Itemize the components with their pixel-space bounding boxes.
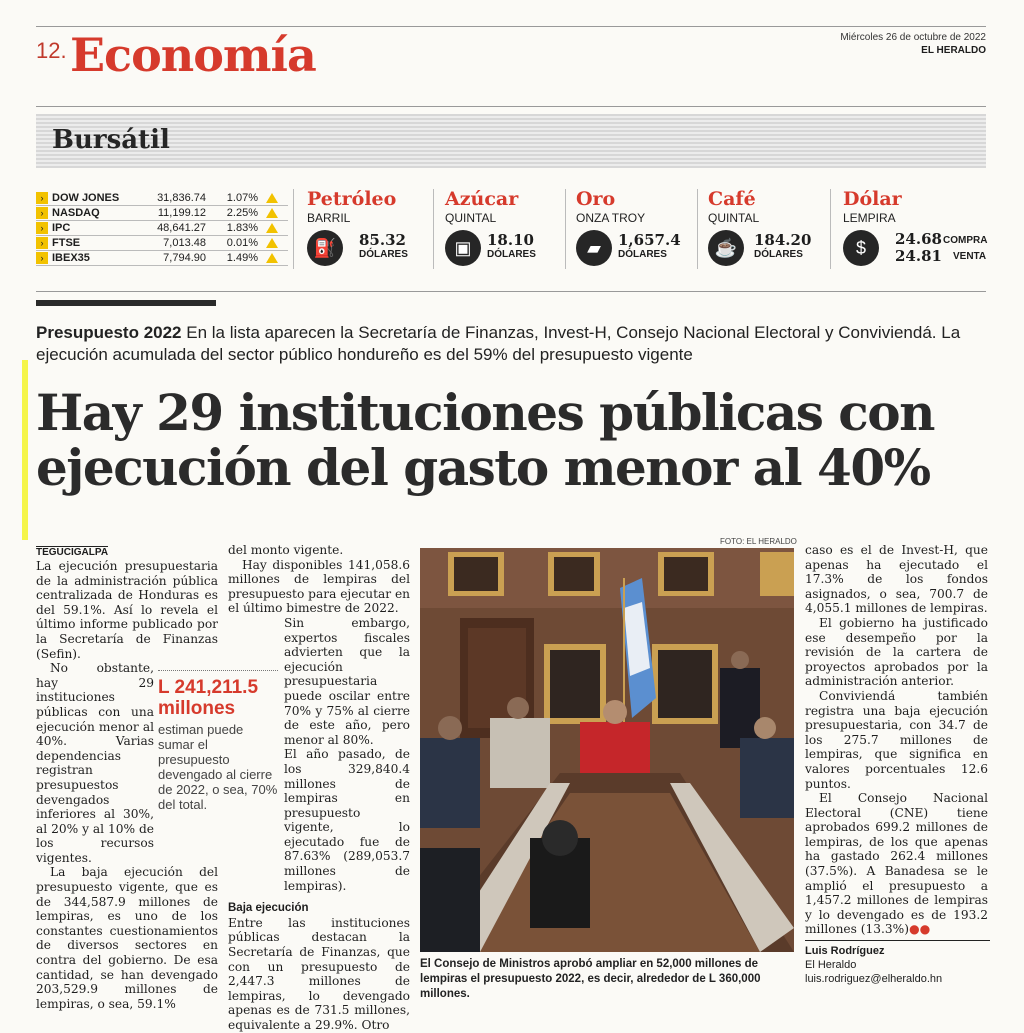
commodity-value: 85.32 bbox=[359, 231, 406, 249]
index-change: 2.25% bbox=[226, 207, 258, 219]
triangle-up-icon bbox=[266, 253, 278, 263]
chevron-right-icon: › bbox=[36, 207, 48, 219]
stock-indices-table bbox=[36, 191, 288, 266]
commodity-name: Azúcar bbox=[445, 188, 519, 210]
paragraph: Sin embargo, expertos fiscales advierten que la ejecución presupuestaria puede oscilar entre 70% y 75% al cierre de este año, pero menor al 80%. bbox=[284, 615, 410, 747]
sugar-bag-icon: ▣ bbox=[445, 230, 481, 266]
commodity-currency: DÓLARES bbox=[754, 249, 803, 260]
photo-credit: FOTO: EL HERALDO bbox=[720, 537, 797, 546]
paragraph: La baja ejecución del presupuesto vigente, que es de 344,587.9 millones de lempiras, es uno de los constantes cuestionamientos de diversos sectores en contra del gobierno. De esa cantidad, se han devengado 203,529.9 millones de lempiras, o sea, 59.1% bbox=[36, 865, 218, 1011]
paragraph: No obstante, hay 29 instituciones públicas con una ejecución menor al 40%. Varias dependencias registran presupuestos devengados inferiores al 30%, al 20% y al 10% de los recursos vigentes. bbox=[36, 661, 154, 865]
article-marker-bar bbox=[36, 300, 216, 306]
article-kicker bbox=[36, 322, 996, 366]
index-change: 1.83% bbox=[226, 222, 258, 234]
commodity-dolar bbox=[843, 188, 988, 278]
commodity-petroleo bbox=[307, 188, 427, 278]
paragraph: del monto vigente. bbox=[228, 543, 344, 557]
index-row bbox=[36, 236, 288, 251]
bursatil-banner bbox=[36, 114, 986, 168]
cabinet-meeting-illustration bbox=[420, 548, 794, 952]
index-name: IPC bbox=[52, 222, 71, 234]
pull-quote-figure: L 241,211.5 millones bbox=[158, 677, 259, 719]
banner-rule bbox=[36, 291, 986, 292]
commodity-unit: ONZA TROY bbox=[576, 211, 646, 225]
article-headline: Hay 29 instituciones públicas con ejecución del gasto menor al 40% bbox=[36, 383, 934, 497]
commodity-cafe bbox=[708, 188, 826, 278]
index-change: 1.49% bbox=[226, 252, 258, 264]
section-title: Economía bbox=[70, 28, 316, 82]
index-value: 48,641.27 bbox=[157, 222, 206, 234]
column-divider bbox=[433, 189, 434, 269]
end-mark: ●● bbox=[909, 922, 931, 937]
index-value: 7,794.90 bbox=[163, 252, 206, 264]
highlighter-mark bbox=[22, 360, 28, 540]
index-name: NASDAQ bbox=[52, 207, 100, 219]
money-bag-icon: $ bbox=[843, 230, 879, 266]
commodity-unit: QUINTAL bbox=[445, 211, 497, 225]
index-row bbox=[36, 191, 288, 206]
triangle-up-icon bbox=[266, 223, 278, 233]
index-row bbox=[36, 251, 288, 266]
subhead: Baja ejecución bbox=[228, 902, 309, 915]
column-divider bbox=[697, 189, 698, 269]
commodity-currency: DÓLARES bbox=[618, 249, 667, 260]
commodity-currency: DÓLARES bbox=[487, 249, 536, 260]
oil-drop-icon: ⛽ bbox=[307, 230, 343, 266]
column-divider bbox=[565, 189, 566, 269]
triangle-up-icon bbox=[266, 238, 278, 248]
author-name: Luis Rodríguez bbox=[805, 945, 885, 957]
paragraph: Conviviendá también registra una baja ejecución presupuestaria, con 34.7 de los 275.7 millones de lempiras, que significa en valores porcentuales 12.6 puntos. bbox=[805, 688, 988, 791]
bursatil-title: Bursátil bbox=[52, 125, 170, 155]
index-row bbox=[36, 221, 288, 236]
photo-caption: El Consejo de Ministros aprobó ampliar en 52,000 millones de lempiras el presupuesto 2022, es decir, alrededor de L 360,000 millones. bbox=[420, 958, 761, 1000]
chevron-right-icon: › bbox=[36, 252, 48, 264]
column-divider bbox=[830, 189, 831, 269]
kicker-label: Presupuesto 2022 bbox=[36, 323, 182, 342]
dolar-sell-label: VENTA bbox=[953, 251, 987, 262]
commodity-oro bbox=[576, 188, 694, 278]
triangle-up-icon bbox=[266, 208, 278, 218]
paragraph: La ejecución presupuestaria de la administración pública centralizada de Honduras es del 59.1%. Así lo revela el último informe publicado por la Secretaría de Finanzas (Sefin). bbox=[36, 559, 218, 661]
dolar-buy-value: 24.68 bbox=[895, 230, 942, 248]
dateline: TEGUCIGALPA bbox=[36, 547, 109, 558]
paragraph bbox=[805, 791, 988, 937]
chevron-right-icon: › bbox=[36, 192, 48, 204]
coffee-beans-icon: ☕ bbox=[708, 230, 744, 266]
paragraph-text: El Consejo Nacional Electoral (CNE) tiene aprobados 699.2 millones de lempiras, de los que apenas ha gastado 262.4 millones (37.5%). A Banadesa se le amplió el presupuesto a 1,457.2 millones de lempiras y lo devengado es de 193.2 millones (13.3%) bbox=[805, 791, 988, 937]
dolar-buy-label: COMPRA bbox=[943, 235, 988, 246]
index-change: 1.07% bbox=[226, 192, 258, 204]
index-change: 0.01% bbox=[226, 237, 258, 249]
byline bbox=[805, 940, 990, 986]
commodity-name: Café bbox=[708, 188, 756, 210]
index-value: 31,836.74 bbox=[157, 192, 206, 204]
page-number: 12. bbox=[36, 38, 67, 63]
article-column-3 bbox=[805, 543, 988, 937]
index-value: 7,013.48 bbox=[163, 237, 206, 249]
kicker-text: En la lista aparecen la Secretaría de Finanzas, Invest-H, Consejo Nacional Electoral y Conviviendá. La ejecución acumulada del sector público hondureño es del 59% del presupuesto vigente bbox=[36, 323, 961, 364]
dolar-sell-value: 24.81 bbox=[895, 247, 942, 265]
index-name: DOW JONES bbox=[52, 192, 120, 204]
index-name: FTSE bbox=[52, 237, 81, 249]
issue-date: Miércoles 26 de octubre de 2022 bbox=[840, 32, 986, 43]
commodity-name: Dólar bbox=[843, 188, 902, 210]
paragraph: caso es el de Invest-H, que apenas ha ejecutado el 17.3% de los fondos asignados, o sea, 700.7 de 4,055.1 millones de lempiras. bbox=[805, 543, 988, 616]
index-name: IBEX35 bbox=[52, 252, 90, 264]
newspaper-name: EL HERALDO bbox=[921, 45, 986, 56]
commodity-value: 1,657.4 bbox=[618, 231, 681, 249]
commodity-name: Oro bbox=[576, 188, 616, 210]
paragraph: El año pasado, de los 329,840.4 millones de lempiras en presupuesto vigente, lo ejecutado fue de 87.63% (289,053.7 millones de lempiras). bbox=[284, 747, 410, 893]
commodity-currency: DÓLARES bbox=[359, 249, 408, 260]
author-org: El Heraldo bbox=[805, 959, 857, 971]
paragraph: Hay disponibles 141,058.6 millones de lempiras del presupuesto para ejecutar en el último bimestre de 2022. bbox=[228, 557, 411, 616]
triangle-up-icon bbox=[266, 193, 278, 203]
commodity-unit: LEMPIRA bbox=[843, 211, 896, 225]
chevron-right-icon: › bbox=[36, 237, 48, 249]
top-rule bbox=[36, 26, 986, 27]
chevron-right-icon: › bbox=[36, 222, 48, 234]
article-column-2 bbox=[228, 543, 410, 1033]
commodity-unit: BARRIL bbox=[307, 211, 351, 225]
commodity-azucar bbox=[445, 188, 563, 278]
commodity-value: 18.10 bbox=[487, 231, 534, 249]
author-email: luis.rodriguez@elheraldo.hn bbox=[805, 973, 943, 985]
paragraph: El gobierno ha justificado ese desempeño por la revisión de la cartera de proyectos aprobados por la administración anterior. bbox=[805, 615, 988, 689]
commodity-value: 184.20 bbox=[754, 231, 812, 249]
column-divider bbox=[293, 189, 294, 269]
index-value: 11,199.12 bbox=[157, 207, 206, 219]
section-rule bbox=[36, 106, 986, 107]
commodity-unit: QUINTAL bbox=[708, 211, 760, 225]
cabinet-meeting-photo bbox=[420, 548, 794, 952]
commodity-name: Petróleo bbox=[307, 188, 397, 210]
paragraph: Entre las instituciones públicas destacan la Secretaría de Finanzas, que con un presupuesto de 2,447.3 millones de lempiras, lo devengado apenas es de 731.5 millones, equivalente a 29.9%. Otro bbox=[228, 915, 410, 1032]
index-row bbox=[36, 206, 288, 221]
gold-bars-icon: ▰ bbox=[576, 230, 612, 266]
pull-quote-text: estiman puede sumar el presupuesto devengado al cierre de 2022, o sea, 70% del total. bbox=[158, 722, 278, 812]
